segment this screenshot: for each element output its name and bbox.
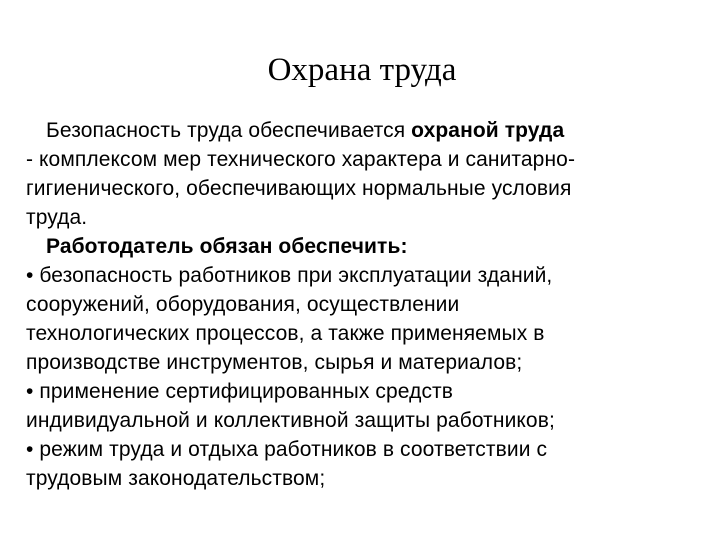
- bullet-1-line-1: • безопасность работников при эксплуатации зданий,: [26, 264, 553, 287]
- bullet-1-line-4: производстве инструментов, сырья и материалов;: [26, 351, 523, 374]
- paragraph-line-1: [26, 116, 696, 145]
- paragraph-line-3: гигиенического, обеспечивающих нормальные условия: [26, 177, 572, 200]
- bullet-3-line-2: трудовым законодательством;: [26, 467, 326, 490]
- bullet-2-line-1: • применение сертифицированных средств: [26, 380, 454, 403]
- line-1-bold-text: охраной труда: [411, 119, 565, 142]
- slide-body: [26, 116, 696, 493]
- bullet-1-line-3: технологических процессов, а также применяемых в: [26, 322, 545, 345]
- slide-title: [0, 48, 720, 92]
- paragraph-line-4: труда.: [26, 206, 88, 229]
- bullet-3-line-1: • режим труда и отдыха работников в соответствии с: [26, 438, 548, 461]
- paragraph-line-2: - комплексом мер технического характера и санитарно-: [26, 148, 576, 171]
- bullet-2-line-2: индивидуальной и коллективной защиты работников;: [26, 409, 555, 432]
- bullet-1-line-2: сооружений, оборудования, осуществлении: [26, 293, 460, 316]
- line-1-text: Безопасность труда обеспечивается: [46, 119, 412, 142]
- slide-title-text: Охрана труда: [267, 52, 457, 88]
- employer-heading: Работодатель обязан обеспечить:: [46, 235, 408, 258]
